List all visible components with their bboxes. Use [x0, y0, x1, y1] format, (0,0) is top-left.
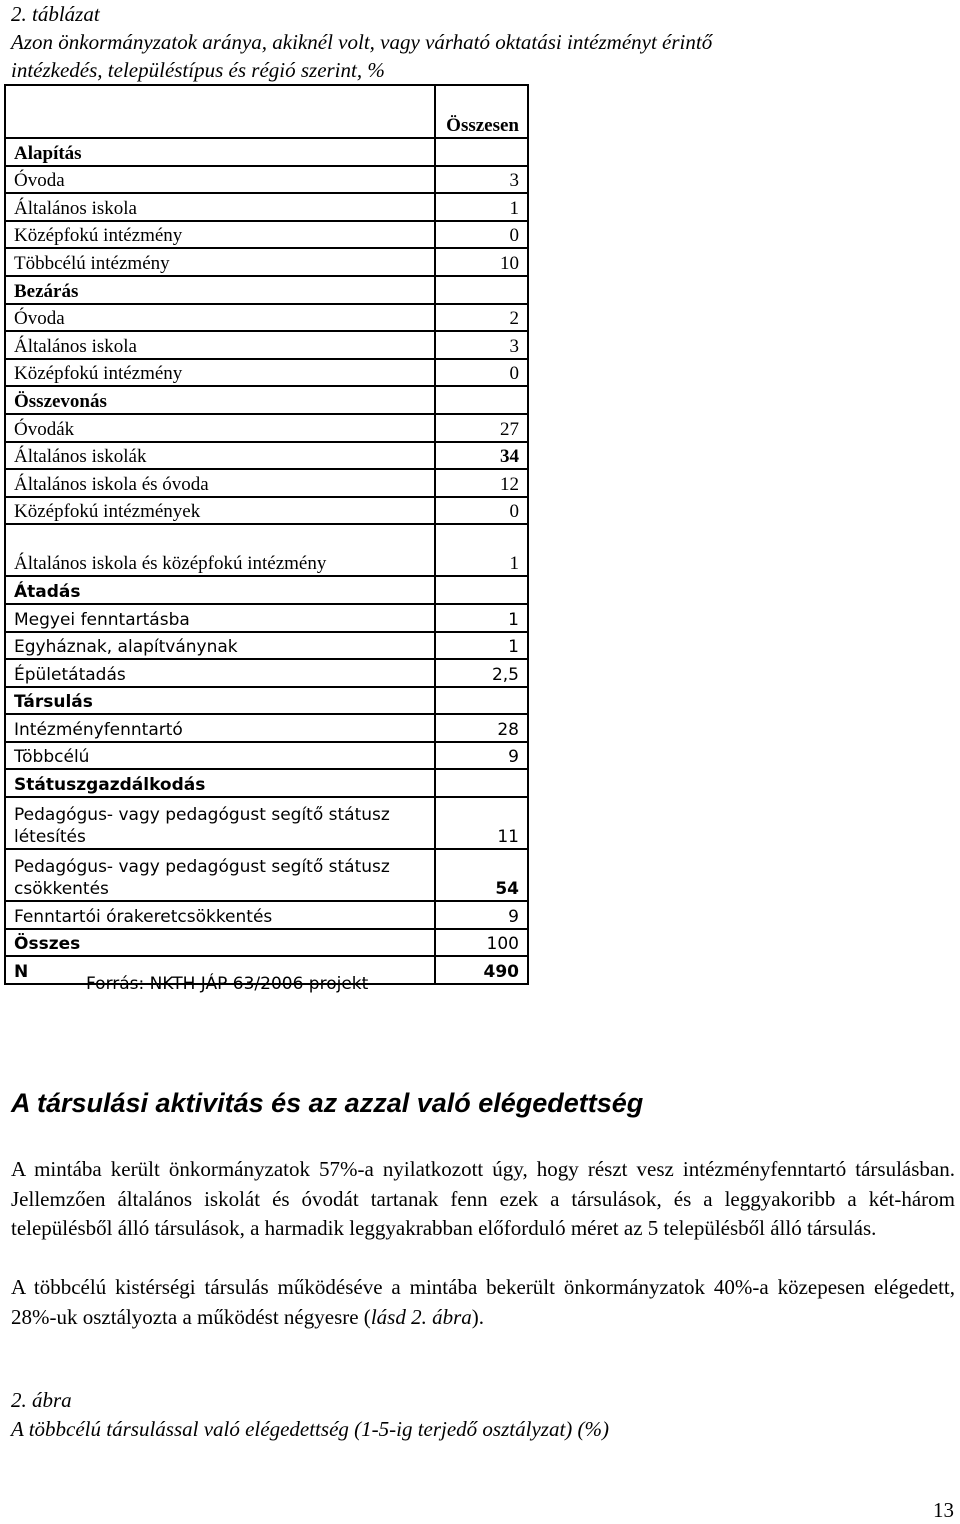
paragraph-2-text: A többcélú kistérségi társulás működéséve a mintába bekerült önkormányzatok 40%-a közepesen elégedett, 28%-uk osztályozta a működést négyesre ( [11, 1275, 955, 1329]
header-empty-cell [5, 85, 435, 138]
row-value: 3 [435, 166, 528, 194]
row-value: 12 [435, 469, 528, 497]
table-row [5, 331, 528, 359]
table-row [5, 414, 528, 442]
table-header-row [5, 85, 528, 138]
row-value: 54 [435, 849, 528, 901]
table-group-row [5, 769, 528, 797]
table-caption-title-line1: Azon önkormányzatok aránya, akiknél volt, vagy várható oktatási intézményt érintő [11, 30, 713, 54]
row-value: 0 [435, 497, 528, 525]
row-label: Óvoda [5, 304, 435, 332]
row-value: 9 [435, 901, 528, 929]
row-value [435, 576, 528, 604]
table-row [5, 193, 528, 221]
table-row [5, 849, 528, 901]
table-row [5, 901, 528, 929]
row-value: 100 [435, 929, 528, 957]
row-label: Középfokú intézmények [5, 497, 435, 525]
row-label: Intézményfenntartó [5, 714, 435, 742]
table-group-row [5, 687, 528, 715]
paragraph-1: A mintába került önkormányzatok 57%-a nyilatkozott úgy, hogy részt vesz intézményfenntartó társulásban. Jellemzően általános iskolát és óvodát tartanak fenn ezek a társulások, és a leggyakoribb a két-három településből álló társulások, a harmadik leggyakrabban előforduló méret az 5 településből álló társulás. [11, 1157, 955, 1240]
table-row [5, 659, 528, 687]
table-caption-title-line2: intézkedés, településtípus és régió szerint, % [11, 58, 385, 82]
row-value: 28 [435, 714, 528, 742]
row-label: Általános iskola és középfokú intézmény [5, 524, 435, 576]
row-value: 27 [435, 414, 528, 442]
row-label: Státuszgazdálkodás [5, 769, 435, 797]
row-label: Egyháznak, alapítványnak [5, 632, 435, 660]
table-row [5, 524, 528, 576]
row-label: Középfokú intézmény [5, 221, 435, 249]
figure-caption-number: 2. ábra [11, 1388, 72, 1412]
row-label: Fenntartói órakeretcsökkentés [5, 901, 435, 929]
table-row [5, 797, 528, 849]
row-value: 1 [435, 632, 528, 660]
table-group-row [5, 276, 528, 304]
figure-caption-title: A többcélú társulással való elégedettség (1-5-ig terjedő osztályzat) (%) [11, 1417, 609, 1441]
row-value: 490 [435, 956, 528, 984]
row-label: Óvoda [5, 166, 435, 194]
row-label: Alapítás [5, 138, 435, 166]
row-value: 1 [435, 524, 528, 576]
row-label: Többcélú [5, 742, 435, 770]
table-row [5, 166, 528, 194]
row-label: Társulás [5, 687, 435, 715]
row-label: Középfokú intézmény [5, 359, 435, 387]
row-value: 10 [435, 248, 528, 276]
row-value: 34 [435, 442, 528, 470]
row-value: 2,5 [435, 659, 528, 687]
row-value: 1 [435, 193, 528, 221]
row-label: Összevonás [5, 386, 435, 414]
table-row [5, 632, 528, 660]
row-label: Összes [5, 929, 435, 957]
paragraph-2-end: ). [471, 1304, 484, 1329]
page-number: 13 [933, 1498, 954, 1522]
row-value: 3 [435, 331, 528, 359]
row-label: Bezárás [5, 276, 435, 304]
table-row [5, 604, 528, 632]
table-row [5, 469, 528, 497]
row-value [435, 769, 528, 797]
row-label: N [5, 956, 435, 984]
table-row [5, 714, 528, 742]
table-row [5, 742, 528, 770]
paragraph-2 [11, 1273, 955, 1332]
row-value [435, 138, 528, 166]
table-row [5, 359, 528, 387]
header-total-cell: Összesen [435, 85, 528, 138]
section-title: A társulási aktivitás és az azzal való elégedettség [11, 1088, 644, 1118]
row-value: 0 [435, 221, 528, 249]
row-value: 2 [435, 304, 528, 332]
row-value [435, 386, 528, 414]
row-value [435, 276, 528, 304]
table-row [5, 248, 528, 276]
table-group-row [5, 138, 528, 166]
table-row [5, 929, 528, 957]
row-label: Épületátadás [5, 659, 435, 687]
row-value [435, 687, 528, 715]
table-row [5, 442, 528, 470]
table-group-row [5, 386, 528, 414]
row-label: Átadás [5, 576, 435, 604]
row-value: 9 [435, 742, 528, 770]
row-label: Pedagógus- vagy pedagógust segítő státusz létesítés [5, 797, 435, 849]
row-value: 1 [435, 604, 528, 632]
figure-reference: lásd 2. ábra [370, 1304, 472, 1329]
data-table [4, 84, 529, 985]
row-label: Megyei fenntartásba [5, 604, 435, 632]
row-label: Óvodák [5, 414, 435, 442]
row-label: Többcélú intézmény [5, 248, 435, 276]
source-note: Forrás: NKTH JÁP 63/2006 projekt [86, 974, 369, 994]
row-label: Általános iskola és óvoda [5, 469, 435, 497]
table-row [5, 497, 528, 525]
row-value: 0 [435, 359, 528, 387]
row-label: Általános iskola [5, 331, 435, 359]
table-caption-number: 2. táblázat [11, 2, 100, 26]
row-label: Általános iskolák [5, 442, 435, 470]
row-value: 11 [435, 797, 528, 849]
table-row [5, 304, 528, 332]
row-label: Pedagógus- vagy pedagógust segítő státusz csökkentés [5, 849, 435, 901]
table-group-row [5, 576, 528, 604]
table-row [5, 221, 528, 249]
row-label: Általános iskola [5, 193, 435, 221]
